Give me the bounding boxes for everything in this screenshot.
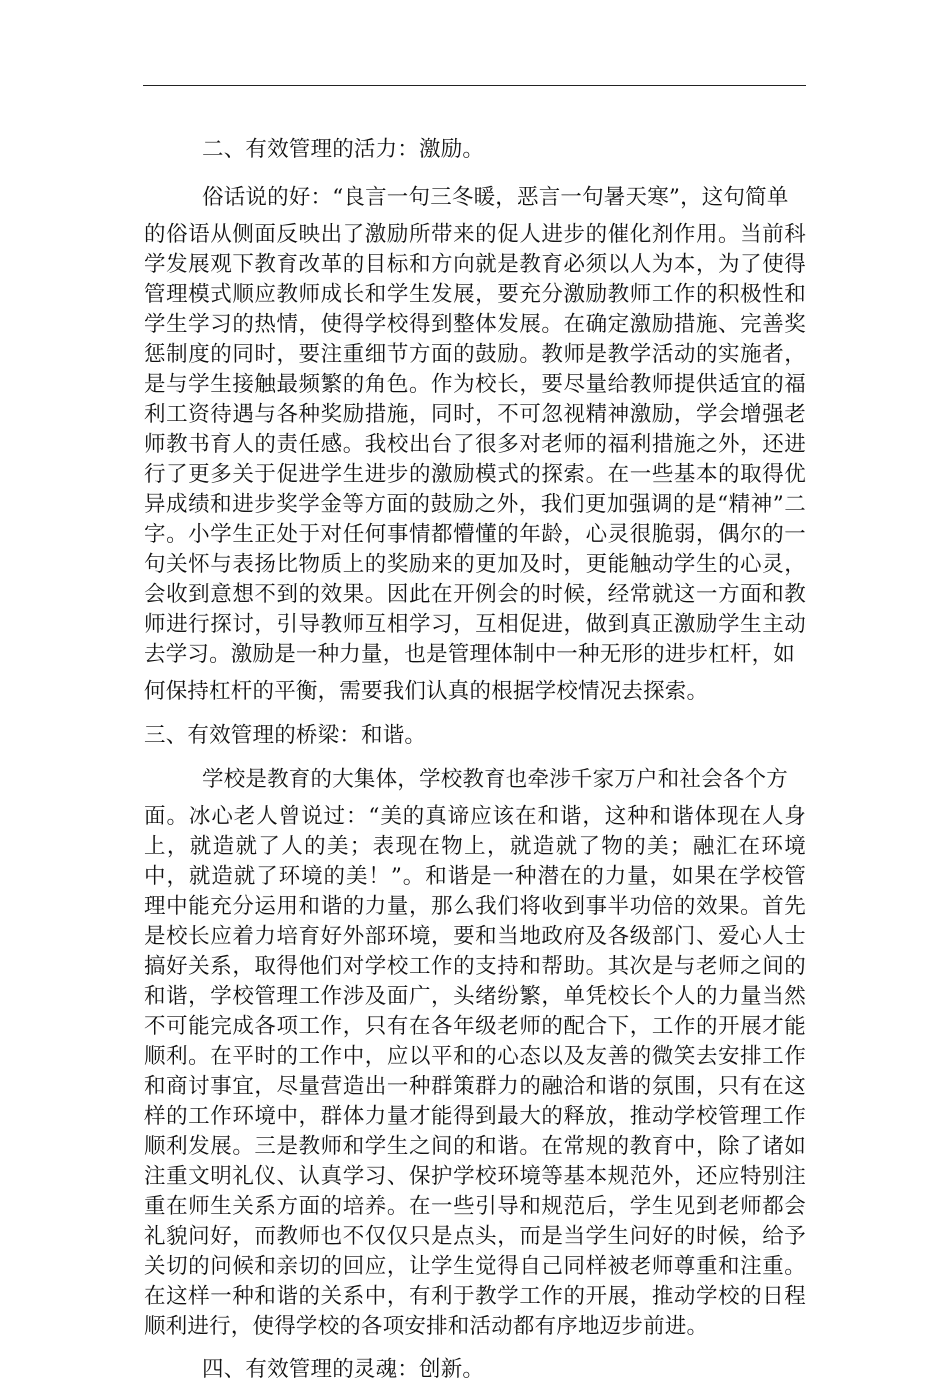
header-rule	[143, 85, 806, 86]
paragraph-body: 面。冰心老人曾说过：“美的真谛应该在和谐，这种和谐体现在人身上，就造就了人的美；表现在物上，就造就了物的美；融汇在环境中，就造就了环境的美！”。和谐是一种潜在的力量，如果在学校管理中能充分运用和谐的力量，那么我们将收到事半功倍的效果。首先是校长应着力培育好外部环境，要和当地政府及各级部门、爱心人士搞好关系，取得他们对学校工作的支持和帮助。其次是与老师之间的和谐，学校管理工作涉及面广，头绪纷繁，单凭校长个人的力量当然不可能完成各项工作，只有在各年级老师的配合下，工作的开展才能顺利。在平时的工作中，应以平和的心态以及友善的微笑去安排工作和商讨事宜，尽量营造出一种群策群力的融洽和谐的氛围，只有在这样的工作环境中，群体力量才能得到最大的释放，推动学校管理工作顺利发展。三是教师和学生之间的和谐。在常规的教育中，除了诸如注重文明礼仪、认真学习、保护学校环境等基本规范外，还应特别注重在师生关系方面的培养。在一些引导和规范后，学生见到老师都会礼貌问好，而教师也不仅仅只是点头，而是当学生问好的时候，给予关切的问候和亲切的回应，让学生觉得自己同样被老师尊重和注重。在这样一种和谐的关系中，有利于教学工作的开展，推动学校的日程顺利进行，使得学校的各项安排和活动都有序地迈步前进。	[144, 804, 806, 1339]
paragraph-last-line: 何保持杠杆的平衡，需要我们认真的根据学校情况去探索。	[144, 679, 709, 704]
paragraph-motivation	[144, 176, 806, 714]
paragraph-body: 的俗语从侧面反映出了激励所带来的促人进步的催化剂作用。当前科学发展观下教育改革的目标和方向就是教育必须以人为本，为了使得管理模式顺应教师成长和学生发展，要充分激励教师工作的积极性和学生学习的热情，使得学校得到整体发展。在确定激励措施、完善奖惩制度的同时，要注重细节方面的鼓励。教师是教学活动的实施者，是与学生接触最频繁的角色。作为校长，要尽量给教师提供适宜的福利工资待遇与各种奖励措施，同时，不可忽视精神激励，学会增强老师教书育人的责任感。我校出台了很多对老师的福利措施之外，还进行了更多关于促进学生进步的激励模式的探索。在一些基本的取得优异成绩和进步奖学金等方面的鼓励之外，我们更加强调的是“精神”二字。小学生正处于对任何事情都懵懂的年龄，心灵很脆弱，偶尔的一句关怀与表扬比物质上的奖励来的更加及时，更能触动学生的心灵，会收到意想不到的效果。因此在开例会的时候，经常就这一方面和教师进行探讨，引导教师互相学习，互相促进，做到真正激励学生主动去学习。激励是一种力量，也是管理体制中一种无形的进步杠杆，如	[144, 222, 806, 667]
paragraph-first-line: 学校是教育的大集体，学校教育也牵涉千家万户和社会各个方	[202, 767, 788, 792]
section-heading-innovation: 四、有效管理的灵魂：创新。	[202, 1357, 485, 1382]
section-heading-motivation: 二、有效管理的活力：激励。	[202, 137, 485, 162]
paragraph-first-line: 俗话说的好：“良言一句三冬暖，恶言一句暑天寒”，这句简单	[202, 185, 789, 210]
paragraph-harmony	[144, 758, 806, 1342]
document-body	[144, 128, 806, 1392]
section-heading-harmony: 三、有效管理的桥梁：和谐。	[144, 723, 427, 748]
